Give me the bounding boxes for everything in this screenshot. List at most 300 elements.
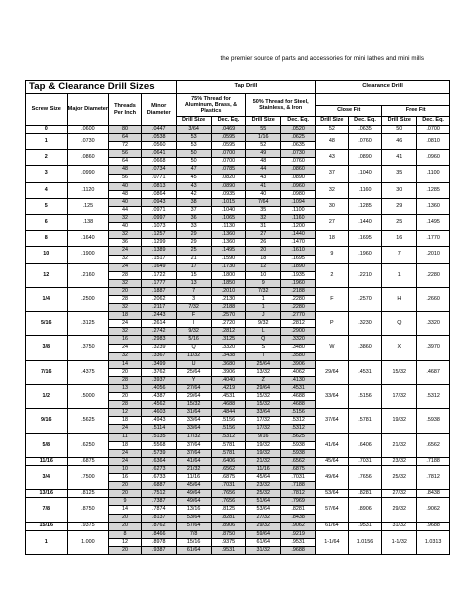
- close-fit-drill-cell: 37: [316, 166, 349, 182]
- tap50-drill-cell: 41: [246, 182, 281, 190]
- threads-per-inch-cell: 18: [109, 441, 142, 449]
- minor-diameter-cell: .0560: [141, 142, 176, 150]
- major-diameter-cell: .1120: [67, 182, 109, 198]
- drill-size-table: [25, 80, 450, 555]
- tap75-drill-cell: 61/64: [176, 546, 211, 554]
- close-fit-dec-cell: .0760: [348, 134, 382, 150]
- free-fit-dec-cell: .6562: [417, 433, 450, 457]
- dec-eq-col-header: Dec. Eq.: [211, 117, 246, 126]
- thread75-header: 75% Thread for Aluminum, Brass, & Plastics: [176, 94, 246, 117]
- tap75-dec-cell: .0785: [211, 166, 246, 174]
- tap75-dec-cell: .0700: [211, 150, 246, 158]
- free-fit-drill-cell: 25: [382, 215, 417, 231]
- table-title: Tap & Clearance Drill Sizes: [26, 81, 177, 94]
- free-fit-drill-cell: 17/32: [382, 385, 417, 409]
- tap50-drill-cell: 7/64: [246, 198, 281, 206]
- tap75-drill-cell: 7: [176, 287, 211, 295]
- tap50-dec-cell: .1960: [281, 279, 316, 287]
- tap75-dec-cell: .1590: [211, 255, 246, 263]
- tap75-drill-cell: 50: [176, 150, 211, 158]
- threads-per-inch-cell: 80: [109, 126, 142, 134]
- tap75-drill-cell: 33/64: [176, 417, 211, 425]
- tap75-drill-cell: 13: [176, 279, 211, 287]
- major-diameter-cell: .2160: [67, 263, 109, 287]
- free-fit-dec-cell: .7188: [417, 457, 450, 465]
- threads-per-inch-cell: 64: [109, 134, 142, 142]
- tap75-dec-cell: .5781: [211, 441, 246, 449]
- tap75-drill-cell: 45/64: [176, 482, 211, 490]
- tap75-dec-cell: .0595: [211, 134, 246, 142]
- table-row: [26, 336, 450, 344]
- threads-per-inch-cell: 32: [109, 304, 142, 312]
- tap50-drill-cell: 53/64: [246, 506, 281, 514]
- tap50-dec-cell: .1094: [281, 198, 316, 206]
- close-fit-dec-cell: .9531: [348, 522, 382, 530]
- table-row: [26, 409, 450, 417]
- tap75-drill-cell: 29: [176, 239, 211, 247]
- tap75-drill-cell: 31/64: [176, 409, 211, 417]
- tap50-drill-cell: 17/32: [246, 417, 281, 425]
- tap50-drill-cell: 26: [246, 239, 281, 247]
- minor-diameter-cell: .2983: [141, 336, 176, 344]
- tap75-dec-cell: .3438: [211, 352, 246, 360]
- free-fit-dec-cell: .1360: [417, 198, 450, 214]
- tap75-dec-cell: .4040: [211, 376, 246, 384]
- tap50-drill-cell: 48: [246, 158, 281, 166]
- tap50-dec-cell: .5938: [281, 449, 316, 457]
- minor-diameter-cell: .1073: [141, 223, 176, 231]
- screw-size-cell: 12: [26, 263, 68, 287]
- tap50-drill-cell: 21/32: [246, 457, 281, 465]
- thread50-header: 50% Thread for Steel, Stainless, & Iron: [246, 94, 316, 117]
- tap50-dec-cell: .4062: [281, 368, 316, 376]
- tap50-dec-cell: .1470: [281, 239, 316, 247]
- tap50-drill-cell: 23/32: [246, 482, 281, 490]
- free-fit-drill-cell: 29/32: [382, 498, 417, 522]
- tap75-drill-cell: 21: [176, 255, 211, 263]
- minor-diameter-cell: .2117: [141, 304, 176, 312]
- threads-per-inch-cell: 8: [109, 530, 142, 538]
- free-fit-dec-cell: .9062: [417, 498, 450, 522]
- tap50-dec-cell: .0960: [281, 182, 316, 190]
- tap75-drill-cell: F: [176, 312, 211, 320]
- major-diameter-cell: .1640: [67, 231, 109, 247]
- tap50-drill-cell: 40: [246, 190, 281, 198]
- close-fit-dec-cell: 1.0156: [348, 530, 382, 554]
- tap75-dec-cell: .6875: [211, 474, 246, 482]
- minor-diameter-cell: .7874: [141, 506, 176, 514]
- tap50-dec-cell: .9531: [281, 538, 316, 546]
- dec-eq-col-header: Dec. Eq.: [348, 117, 382, 126]
- screw-size-header: Screw Size: [26, 94, 68, 126]
- tap75-drill-cell: 13/16: [176, 506, 211, 514]
- minor-diameter-cell: .5739: [141, 449, 176, 457]
- tap50-dec-cell: .7188: [281, 482, 316, 490]
- tap50-drill-cell: 1/16: [246, 134, 281, 142]
- tap75-drill-cell: 11/32: [176, 352, 211, 360]
- tap75-dec-cell: .4688: [211, 401, 246, 409]
- close-fit-drill-cell: 18: [316, 231, 349, 247]
- close-fit-drill-cell: 49/64: [316, 465, 349, 489]
- threads-per-inch-cell: 32: [109, 231, 142, 239]
- threads-per-inch-cell: 28: [109, 295, 142, 303]
- threads-per-inch-cell: 32: [109, 279, 142, 287]
- table-row: [26, 247, 450, 255]
- threads-per-inch-cell: 24: [109, 247, 142, 255]
- minor-diameter-cell: .3937: [141, 376, 176, 384]
- threads-per-inch-cell: 12: [109, 409, 142, 417]
- tap50-drill-cell: 52: [246, 142, 281, 150]
- free-fit-dec-cell: .7812: [417, 465, 450, 489]
- tap50-drill-cell: 33/64: [246, 409, 281, 417]
- tap50-drill-cell: 19/32: [246, 441, 281, 449]
- tap75-dec-cell: .2188: [211, 304, 246, 312]
- tap75-drill-cell: 53: [176, 142, 211, 150]
- threads-per-inch-cell: 40: [109, 223, 142, 231]
- close-fit-drill-cell: 57/64: [316, 498, 349, 522]
- tap50-dec-cell: .5156: [281, 409, 316, 417]
- minor-diameter-cell: .6887: [141, 482, 176, 490]
- minor-diameter-cell: .5114: [141, 425, 176, 433]
- threads-per-inch-cell: 28: [109, 376, 142, 384]
- tap75-dec-cell: .1850: [211, 279, 246, 287]
- close-fit-dec-cell: .1040: [348, 166, 382, 182]
- tap50-drill-cell: 18: [246, 255, 281, 263]
- threads-per-inch-header: Threads Per Inch: [109, 94, 142, 126]
- tap75-drill-cell: 37: [176, 206, 211, 214]
- tap50-dec-cell: .4688: [281, 393, 316, 401]
- tap50-drill-cell: 12: [246, 263, 281, 271]
- tap75-dec-cell: .0935: [211, 190, 246, 198]
- tap50-drill-cell: Z: [246, 376, 281, 384]
- close-fit-dec-cell: .7031: [348, 457, 382, 465]
- screw-size-cell: 10: [26, 247, 68, 263]
- tap50-dec-cell: .9688: [281, 546, 316, 554]
- tap75-dec-cell: .3680: [211, 360, 246, 368]
- minor-diameter-cell: .3239: [141, 344, 176, 352]
- close-fit-drill-cell: 43: [316, 150, 349, 166]
- tap75-drill-cell: 49/64: [176, 490, 211, 498]
- table-row: [26, 150, 450, 158]
- table-row: [26, 134, 450, 142]
- tap75-dec-cell: .1495: [211, 247, 246, 255]
- tap75-drill-cell: 15: [176, 271, 211, 279]
- tap75-dec-cell: .2570: [211, 312, 246, 320]
- tap75-dec-cell: .5312: [211, 433, 246, 441]
- tap50-dec-cell: .1890: [281, 263, 316, 271]
- tap75-drill-cell: 17/32: [176, 433, 211, 441]
- minor-diameter-cell: .6364: [141, 457, 176, 465]
- tap50-drill-cell: 55: [246, 126, 281, 134]
- tap75-dec-cell: .7656: [211, 490, 246, 498]
- major-diameter-cell: .138: [67, 215, 109, 231]
- tap75-drill-cell: 7/8: [176, 530, 211, 538]
- free-fit-drill-cell: 19/32: [382, 409, 417, 433]
- major-diameter-cell: .0600: [67, 126, 109, 134]
- major-diameter-cell: .6250: [67, 433, 109, 457]
- major-diameter-cell: .0990: [67, 166, 109, 182]
- tap50-drill-cell: T: [246, 352, 281, 360]
- minor-diameter-cell: .0864: [141, 190, 176, 198]
- close-fit-drill-cell: 48: [316, 134, 349, 150]
- major-diameter-cell: .5000: [67, 385, 109, 409]
- threads-per-inch-cell: 20: [109, 368, 142, 376]
- drill-size-body: [26, 126, 450, 555]
- threads-per-inch-cell: 24: [109, 425, 142, 433]
- tap75-dec-cell: .9375: [211, 538, 246, 546]
- minor-diameter-cell: .0668: [141, 158, 176, 166]
- tap50-drill-cell: 17/32: [246, 425, 281, 433]
- tap75-drill-cell: 50: [176, 158, 211, 166]
- tap75-dec-cell: .4531: [211, 393, 246, 401]
- threads-per-inch-cell: 44: [109, 206, 142, 214]
- free-fit-drill-cell: 1: [382, 263, 417, 287]
- tap75-drill-cell: 21/32: [176, 465, 211, 473]
- tap50-dec-cell: .4531: [281, 385, 316, 393]
- tap50-dec-cell: .1200: [281, 223, 316, 231]
- close-fit-dec-cell: .0635: [348, 126, 382, 134]
- clearance-drill-header: Clearance Drill: [316, 81, 450, 94]
- tap50-dec-cell: .2188: [281, 287, 316, 295]
- close-fit-dec-cell: .1960: [348, 247, 382, 263]
- tap75-dec-cell: .7656: [211, 498, 246, 506]
- close-fit-dec-cell: .7656: [348, 465, 382, 489]
- tap50-drill-cell: 51/64: [246, 498, 281, 506]
- minor-diameter-cell: .1257: [141, 231, 176, 239]
- close-fit-drill-cell: 9: [316, 247, 349, 263]
- major-diameter-cell: .7500: [67, 465, 109, 489]
- minor-diameter-cell: .1649: [141, 263, 176, 271]
- tap50-drill-cell: 9: [246, 279, 281, 287]
- tap75-dec-cell: .4844: [211, 409, 246, 417]
- tap75-dec-cell: .0595: [211, 142, 246, 150]
- free-fit-dec-cell: .3970: [417, 336, 450, 360]
- tap75-drill-cell: Y: [176, 376, 211, 384]
- tap75-drill-cell: 33: [176, 223, 211, 231]
- tap50-drill-cell: 27/32: [246, 514, 281, 522]
- free-fit-drill-cell: 29: [382, 198, 417, 214]
- tap50-drill-cell: 45/64: [246, 474, 281, 482]
- close-fit-dec-cell: .3860: [348, 336, 382, 360]
- threads-per-inch-cell: 24: [109, 320, 142, 328]
- close-fit-drill-cell: 61/64: [316, 522, 349, 530]
- minor-diameter-cell: .3367: [141, 352, 176, 360]
- close-fit-drill-cell: 30: [316, 198, 349, 214]
- major-diameter-cell: .6875: [67, 457, 109, 465]
- close-fit-drill-cell: 52: [316, 126, 349, 134]
- threads-per-inch-cell: 32: [109, 328, 142, 336]
- threads-per-inch-cell: 40: [109, 182, 142, 190]
- tap50-dec-cell: .3320: [281, 336, 316, 344]
- free-fit-dec-cell: .0810: [417, 134, 450, 150]
- tap75-drill-cell: 29/64: [176, 393, 211, 401]
- free-fit-drill-cell: Q: [382, 312, 417, 336]
- screw-size-cell: 6: [26, 215, 68, 231]
- threads-per-inch-cell: 28: [109, 271, 142, 279]
- tap50-dec-cell: .5938: [281, 441, 316, 449]
- free-fit-drill-cell: X: [382, 336, 417, 360]
- screw-size-cell: 1/2: [26, 385, 68, 409]
- threads-per-inch-cell: 64: [109, 158, 142, 166]
- screw-size-cell: 3/8: [26, 336, 68, 360]
- close-fit-dec-cell: .2570: [348, 287, 382, 311]
- minor-diameter-cell: .4056: [141, 385, 176, 393]
- threads-per-inch-cell: 20: [109, 490, 142, 498]
- minor-diameter-cell: .4603: [141, 409, 176, 417]
- threads-per-inch-cell: 28: [109, 401, 142, 409]
- tap50-drill-cell: 25/32: [246, 490, 281, 498]
- tap75-dec-cell: .5781: [211, 449, 246, 457]
- close-fit-dec-cell: .1160: [348, 182, 382, 198]
- tap75-dec-cell: .2130: [211, 295, 246, 303]
- screw-size-cell: 3: [26, 166, 68, 182]
- free-fit-drill-cell: 31/32: [382, 522, 417, 530]
- tap75-dec-cell: .1130: [211, 223, 246, 231]
- tap75-dec-cell: .2720: [211, 320, 246, 328]
- threads-per-inch-cell: 36: [109, 239, 142, 247]
- tap50-dec-cell: .2280: [281, 304, 316, 312]
- threads-per-inch-cell: 18: [109, 417, 142, 425]
- free-fit-dec-cell: 1.0313: [417, 530, 450, 554]
- screw-size-cell: 13/16: [26, 490, 68, 498]
- threads-per-inch-cell: 18: [109, 312, 142, 320]
- tap75-dec-cell: .2010: [211, 287, 246, 295]
- free-fit-dec-cell: .2280: [417, 263, 450, 287]
- threads-per-inch-cell: 20: [109, 522, 142, 530]
- major-diameter-cell: .0730: [67, 134, 109, 150]
- tap75-drill-cell: 41/64: [176, 457, 211, 465]
- screw-size-cell: 4: [26, 182, 68, 198]
- tap75-dec-cell: .3125: [211, 336, 246, 344]
- tap75-dec-cell: .1065: [211, 215, 246, 223]
- tap75-drill-cell: 53/64: [176, 514, 211, 522]
- table-row: [26, 126, 450, 134]
- free-fit-dec-cell: .2010: [417, 247, 450, 263]
- major-diameter-cell: .8125: [67, 490, 109, 498]
- minor-diameter-cell: .4387: [141, 393, 176, 401]
- minor-diameter-cell: .1299: [141, 239, 176, 247]
- free-fit-drill-cell: H: [382, 287, 417, 311]
- table-row: [26, 312, 450, 320]
- close-fit-dec-cell: .6406: [348, 433, 382, 457]
- tap50-drill-cell: 13/32: [246, 368, 281, 376]
- major-diameter-cell: .125: [67, 198, 109, 214]
- minor-diameter-cell: .4562: [141, 401, 176, 409]
- minor-diameter-cell: .0771: [141, 174, 176, 182]
- tap50-dec-cell: .0860: [281, 166, 316, 174]
- table-row: [26, 465, 450, 473]
- close-fit-dec-cell: .2210: [348, 263, 382, 287]
- tap50-dec-cell: .7969: [281, 498, 316, 506]
- free-fit-drill-cell: 1-1/32: [382, 530, 417, 554]
- tap50-drill-cell: J: [246, 312, 281, 320]
- tap50-dec-cell: .3580: [281, 352, 316, 360]
- tap75-drill-cell: 47: [176, 166, 211, 174]
- minor-diameter-cell: .7512: [141, 490, 176, 498]
- tap75-dec-cell: .8750: [211, 530, 246, 538]
- major-diameter-cell: .4375: [67, 360, 109, 384]
- drill-size-col-header: Drill Size: [382, 117, 417, 126]
- tap75-dec-cell: .4219: [211, 385, 246, 393]
- threads-per-inch-cell: 48: [109, 166, 142, 174]
- minor-diameter-cell: .0813: [141, 182, 176, 190]
- free-fit-header: Free Fit: [382, 106, 450, 117]
- tap75-drill-cell: 7/32: [176, 304, 211, 312]
- tap50-drill-cell: 29/32: [246, 522, 281, 530]
- tap75-drill-cell: 27/64: [176, 385, 211, 393]
- tap50-drill-cell: 31/32: [246, 546, 281, 554]
- tap50-dec-cell: .7031: [281, 474, 316, 482]
- screw-size-cell: 0: [26, 126, 68, 134]
- screw-size-cell: 3/4: [26, 465, 68, 489]
- table-row: [26, 182, 450, 190]
- tagline: the premier source of parts and accessories for mini lathes and mini mills: [220, 55, 424, 62]
- minor-diameter-cell: .1389: [141, 247, 176, 255]
- tap50-dec-cell: .7812: [281, 490, 316, 498]
- minor-diameter-cell: .8466: [141, 530, 176, 538]
- free-fit-drill-cell: 46: [382, 134, 417, 150]
- minor-diameter-cell: .2443: [141, 312, 176, 320]
- close-fit-drill-cell: 37/64: [316, 409, 349, 433]
- threads-per-inch-cell: 20: [109, 514, 142, 522]
- tap75-dec-cell: .0700: [211, 158, 246, 166]
- tap75-dec-cell: .8906: [211, 522, 246, 530]
- tap75-drill-cell: 25/64: [176, 368, 211, 376]
- free-fit-drill-cell: 23/32: [382, 457, 417, 465]
- tap75-drill-cell: 53: [176, 134, 211, 142]
- threads-per-inch-cell: 12: [109, 538, 142, 546]
- tap50-dec-cell: .0730: [281, 150, 316, 158]
- threads-per-inch-cell: 10: [109, 465, 142, 473]
- screw-size-cell: 5/16: [26, 312, 68, 336]
- minor-diameter-cell: .7387: [141, 498, 176, 506]
- tap50-drill-cell: Q: [246, 336, 281, 344]
- table-row: [26, 490, 450, 498]
- tap75-drill-cell: U: [176, 360, 211, 368]
- tap50-dec-cell: .0520: [281, 126, 316, 134]
- close-fit-dec-cell: .0890: [348, 150, 382, 166]
- minor-diameter-cell: .0997: [141, 215, 176, 223]
- threads-per-inch-cell: 9: [109, 498, 142, 506]
- major-diameter-cell: .3750: [67, 336, 109, 360]
- tap50-dec-cell: .1440: [281, 231, 316, 239]
- threads-per-inch-cell: 14: [109, 506, 142, 514]
- minor-diameter-cell: .3499: [141, 360, 176, 368]
- free-fit-dec-cell: .2660: [417, 287, 450, 311]
- free-fit-dec-cell: .5312: [417, 385, 450, 409]
- tap75-drill-cell: 36: [176, 215, 211, 223]
- tap75-dec-cell: .1015: [211, 198, 246, 206]
- close-fit-dec-cell: .4531: [348, 360, 382, 384]
- tap50-drill-cell: 49: [246, 150, 281, 158]
- close-fit-drill-cell: 45/64: [316, 457, 349, 465]
- close-fit-drill-cell: 33/64: [316, 385, 349, 409]
- threads-per-inch-cell: 32: [109, 352, 142, 360]
- tap50-drill-cell: 25/64: [246, 360, 281, 368]
- minor-diameter-cell: .2062: [141, 295, 176, 303]
- tap50-dec-cell: .2770: [281, 312, 316, 320]
- screw-size-cell: 9/16: [26, 409, 68, 433]
- tap50-dec-cell: .4688: [281, 401, 316, 409]
- major-diameter-cell: .9375: [67, 522, 109, 530]
- tap50-dec-cell: .3480: [281, 344, 316, 352]
- tap50-drill-cell: 1: [246, 304, 281, 312]
- threads-per-inch-cell: 24: [109, 263, 142, 271]
- minor-diameter-cell: .1722: [141, 271, 176, 279]
- tap75-drill-cell: 17: [176, 263, 211, 271]
- tap50-dec-cell: .1100: [281, 206, 316, 214]
- free-fit-drill-cell: 35: [382, 166, 417, 182]
